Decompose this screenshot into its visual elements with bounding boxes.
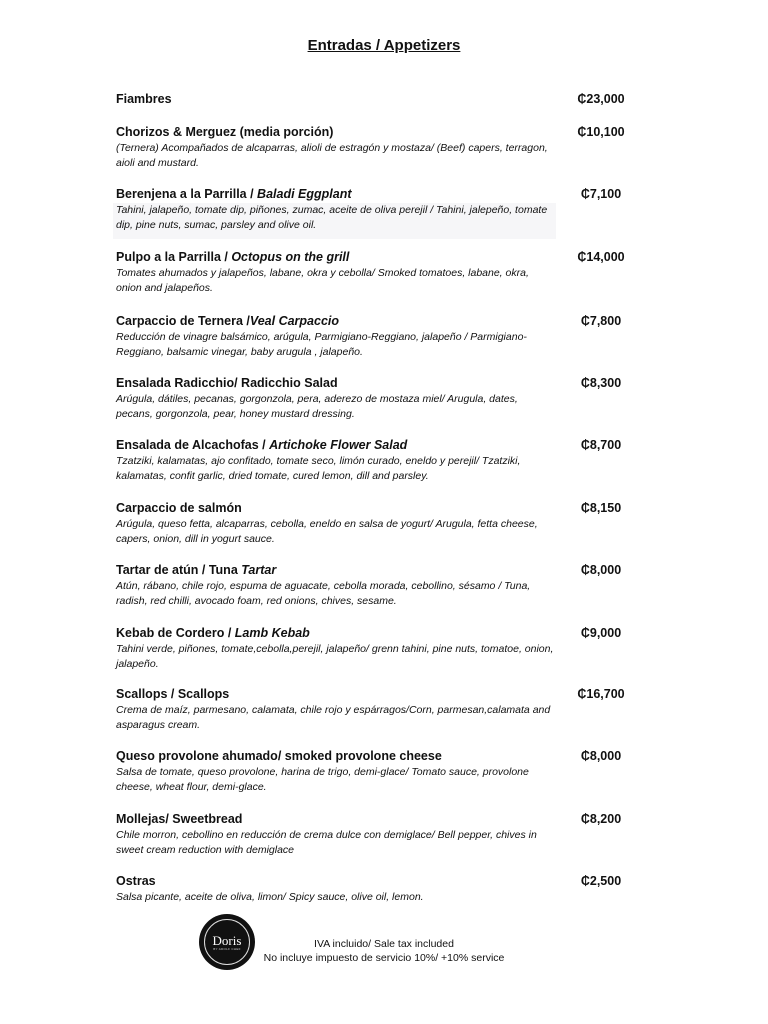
menu-item-name-text: Kebab de Cordero / xyxy=(116,626,235,640)
menu-item-name-text: Berenjena a la Parrilla / xyxy=(116,187,258,201)
menu-item-description: Atún, rábano, chile rojo, espuma de aguacate, cebolla morada, cebollino, sésamo / Tuna, radish, red chilli, avocado foam, red onions, chives, sesame. xyxy=(116,580,531,607)
menu-item-price: ₵14,000 xyxy=(577,250,625,264)
menu-item-price: ₵10,100 xyxy=(577,125,625,139)
menu-item-description: Arúgula, dátiles, pecanas, gorgonzola, pera, aderezo de mostaza miel/ Arugula, dates, pecans, gorgonzola, pear, honey mustard dressing. xyxy=(116,393,518,420)
menu-item-name-text: Mollejas/ Sweetbread xyxy=(116,812,243,826)
doris-logo xyxy=(199,914,255,970)
menu-item-price: ₵2,500 xyxy=(580,874,622,888)
menu-item-name xyxy=(116,686,636,702)
tax-note-line-1: IVA incluido/ Sale tax included xyxy=(314,938,454,950)
menu-item-description: Tahini, jalapeño, tomate dip, piñones, zumac, aceite de oliva perejil / Tahini, jalepeño, tomate dip, pine nuts, sumac, parsley and olive oil. xyxy=(113,203,556,239)
menu-item-name-english: Octopus on the grill xyxy=(231,250,350,264)
tax-note xyxy=(254,937,514,965)
menu-item-description: Chile morron, cebollino en reducción de crema dulce con demiglace/ Bell pepper, chives in sweet cream reduction with demiglace xyxy=(116,829,537,856)
menu-item-name xyxy=(116,873,636,889)
menu-item-name-english: Tartar xyxy=(241,563,277,577)
menu-item-price: ₵7,100 xyxy=(580,187,622,201)
menu-item-name-text: Pulpo a la Parrilla / xyxy=(116,250,232,264)
menu-item-price: ₵8,000 xyxy=(580,563,622,577)
menu-item-name xyxy=(116,124,636,140)
menu-item-description: Salsa picante, aceite de oliva, limon/ Spicy sauce, olive oil, lemon. xyxy=(116,891,424,903)
menu-item-price: ₵9,000 xyxy=(580,626,622,640)
menu-item xyxy=(116,186,636,239)
menu-item-price: ₵8,150 xyxy=(580,501,622,515)
menu-item-name xyxy=(116,375,636,391)
menu-item-name-text: Queso provolone ahumado/ smoked provolone cheese xyxy=(116,749,442,763)
menu-item-name-text: Chorizos & Merguez (media porción) xyxy=(116,125,334,139)
menu-item-price: ₵16,700 xyxy=(577,687,625,701)
menu-item xyxy=(116,562,636,609)
menu-item xyxy=(116,91,636,107)
menu-item-price: ₵23,000 xyxy=(577,92,625,106)
menu-item-name-text: Carpaccio de Ternera / xyxy=(116,314,250,328)
menu-item-name-english: Veal Carpaccio xyxy=(249,314,340,328)
menu-item-description: Reducción de vinagre balsámico, arúgula, Parmigiano-Reggiano, jalapeño / Parmigiano-Reggiano, balsamic vinegar, baby arugula , jalapeño. xyxy=(116,331,527,358)
menu-item-description: Tomates ahumados y jalapeños, labane, okra y cebolla/ Smoked tomatoes, labane, okra, onion and jalapeños. xyxy=(116,267,529,294)
menu-item-name-english: Lamb Kebab xyxy=(234,626,310,640)
menu-item xyxy=(116,748,636,795)
menu-item xyxy=(116,124,636,171)
logo-subtitle: BY ADOLF CHEF xyxy=(213,946,241,951)
menu-item xyxy=(116,313,636,360)
menu-item-price: ₵7,800 xyxy=(580,314,622,328)
menu-item xyxy=(116,375,636,422)
menu-item-description: Tzatziki, kalamatas, ajo confitado, tomate seco, limón curado, eneldo y perejil/ Tzatziki, kalamatas, confit garlic, dried tomate, cured lemon, dill and parsley. xyxy=(116,455,521,482)
page-title: Entradas / Appetizers xyxy=(307,37,461,54)
menu-item-name-text: Tartar de atún / Tuna xyxy=(116,563,242,577)
logo-ring xyxy=(204,919,250,965)
menu-item xyxy=(116,437,636,484)
menu-item-name xyxy=(116,562,636,578)
menu-item-price: ₵8,700 xyxy=(580,438,622,452)
menu-item-description: (Ternera) Acompañados de alcaparras, alioli de estragón y mostaza/ (Beef) capers, terragon, aioli and mustard. xyxy=(116,142,548,169)
menu-item-description: Salsa de tomate, queso provolone, harina de trigo, demi-glace/ Tomato sauce, provolone cheese, wheat flour, demi-glace. xyxy=(116,766,529,793)
menu-item-name xyxy=(116,437,636,453)
menu-item-name-text: Ostras xyxy=(116,874,156,888)
menu-item-name xyxy=(116,625,636,641)
menu-item-description: Crema de maíz, parmesano, calamata, chile rojo y espárragos/Corn, parmesan,calamata and asparagus cream. xyxy=(116,704,551,731)
menu-item xyxy=(116,500,636,547)
menu-item-name-english: Baladi Eggplant xyxy=(257,187,352,201)
menu-item-name-text: Fiambres xyxy=(116,92,172,106)
menu-item-name-text: Carpaccio de salmón xyxy=(116,501,242,515)
menu-item-name-text: Ensalada Radicchio/ Radicchio Salad xyxy=(116,376,338,390)
menu-item xyxy=(116,686,636,733)
tax-note-line-2: No incluye impuesto de servicio 10%/ +10% service xyxy=(263,952,505,964)
menu-item-name-text: Ensalada de Alcachofas / xyxy=(116,438,270,452)
menu-item-price: ₵8,300 xyxy=(580,376,622,390)
menu-item-price: ₵8,000 xyxy=(580,749,622,763)
menu-item xyxy=(116,249,636,296)
menu-item-name xyxy=(116,500,636,516)
logo-brand: Doris xyxy=(212,932,242,948)
menu-item xyxy=(116,625,636,672)
menu-item-name-english: Artichoke Flower Salad xyxy=(269,438,408,452)
menu-item-name xyxy=(116,748,636,764)
menu-item-description: Tahini verde, piñones, tomate,cebolla,perejil, jalapeño/ grenn tahini, pine nuts, tomatoe, onion, jalapeño. xyxy=(116,643,554,670)
menu-item-name xyxy=(116,186,636,202)
menu-item xyxy=(116,873,636,905)
menu-item xyxy=(116,811,636,858)
menu-item-name xyxy=(116,313,636,329)
menu-item-name xyxy=(116,249,636,265)
menu-item-name xyxy=(116,811,636,827)
menu-item-name-text: Scallops / Scallops xyxy=(116,687,230,701)
menu-item-price: ₵8,200 xyxy=(580,812,622,826)
menu-item-description: Arúgula, queso fetta, alcaparras, cebolla, eneldo en salsa de yogurt/ Arugula, fetta cheese, capers, onion, dill in yogurt sauce. xyxy=(116,518,538,545)
menu-item-name xyxy=(116,91,636,107)
